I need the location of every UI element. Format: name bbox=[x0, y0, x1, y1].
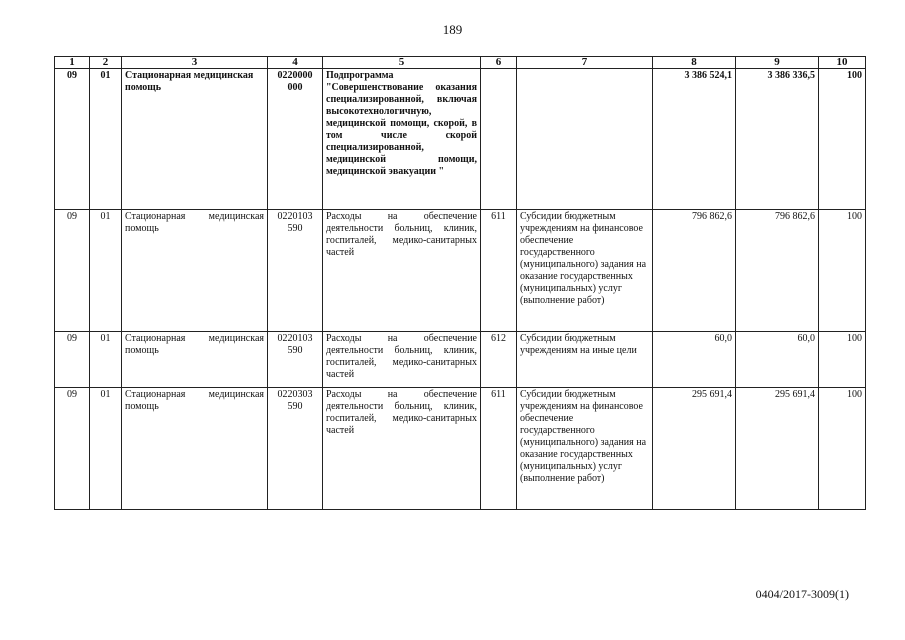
target-article-name: Расходы на обеспечение деятельности больниц, клиник, госпиталей, медико-санитарных частей bbox=[323, 388, 481, 510]
execution-percent: 100 bbox=[819, 388, 866, 510]
column-header: 6 bbox=[481, 57, 517, 69]
column-header: 5 bbox=[323, 57, 481, 69]
section-code: 09 bbox=[55, 388, 90, 510]
subsection-name: Стационарная медицинская помощь bbox=[122, 332, 268, 388]
expense-type-name: Субсидии бюджетным учреждениям на финансовое обеспечение государственного (муниципального) задания на оказание государственных (муниципальных) услуг (выполнение работ) bbox=[517, 210, 653, 332]
target-article-code: 0220000 000 bbox=[268, 69, 323, 210]
expense-type-name: Субсидии бюджетным учреждениям на иные цели bbox=[517, 332, 653, 388]
section-code: 09 bbox=[55, 332, 90, 388]
column-header: 4 bbox=[268, 57, 323, 69]
column-header: 7 bbox=[517, 57, 653, 69]
table-row-subprogram bbox=[55, 69, 866, 210]
section-code: 09 bbox=[55, 210, 90, 332]
expense-type-code: 612 bbox=[481, 332, 517, 388]
column-header: 2 bbox=[90, 57, 122, 69]
expense-type-name bbox=[517, 69, 653, 210]
expense-type-code: 611 bbox=[481, 388, 517, 510]
subsection-name: Стационарная медицинская помощь bbox=[122, 388, 268, 510]
target-article-name: Подпрограмма "Совершенствование оказания специализированной, включая высокотехнологичную, медицинской помощи, скорой, в том числе скорой специализированной, медицинской помощи, медицинской эвакуации " bbox=[323, 69, 481, 210]
page-number: 189 bbox=[442, 22, 463, 37]
subsection-code: 01 bbox=[90, 210, 122, 332]
amount-planned: 60,0 bbox=[653, 332, 736, 388]
table-row bbox=[55, 332, 866, 388]
subsection-name: Стационарная медицинская помощь bbox=[122, 69, 268, 210]
amount-planned: 3 386 524,1 bbox=[653, 69, 736, 210]
subsection-code: 01 bbox=[90, 69, 122, 210]
column-header: 8 bbox=[653, 57, 736, 69]
target-article-name: Расходы на обеспечение деятельности больниц, клиник, госпиталей, медико-санитарных частей bbox=[323, 210, 481, 332]
execution-percent: 100 bbox=[819, 69, 866, 210]
budget-table bbox=[54, 56, 866, 510]
column-header: 9 bbox=[736, 57, 819, 69]
table-row bbox=[55, 388, 866, 510]
amount-executed: 295 691,4 bbox=[736, 388, 819, 510]
target-article-name: Расходы на обеспечение деятельности больниц, клиник, госпиталей, медико-санитарных частей bbox=[323, 332, 481, 388]
amount-executed: 60,0 bbox=[736, 332, 819, 388]
expense-type-code: 611 bbox=[481, 210, 517, 332]
column-header: 3 bbox=[122, 57, 268, 69]
table-row bbox=[55, 210, 866, 332]
target-article-code: 0220103 590 bbox=[268, 332, 323, 388]
expense-type-name: Субсидии бюджетным учреждениям на финансовое обеспечение государственного (муниципального) задания на оказание государственных (муниципальных) услуг (выполнение работ) bbox=[517, 388, 653, 510]
amount-executed: 796 862,6 bbox=[736, 210, 819, 332]
amount-planned: 295 691,4 bbox=[653, 388, 736, 510]
execution-percent: 100 bbox=[819, 332, 866, 388]
amount-planned: 796 862,6 bbox=[653, 210, 736, 332]
section-code: 09 bbox=[55, 69, 90, 210]
subsection-code: 01 bbox=[90, 388, 122, 510]
column-header: 10 bbox=[819, 57, 866, 69]
target-article-code: 0220303 590 bbox=[268, 388, 323, 510]
subsection-code: 01 bbox=[90, 332, 122, 388]
amount-executed: 3 386 336,5 bbox=[736, 69, 819, 210]
table-header-row bbox=[55, 57, 866, 69]
execution-percent: 100 bbox=[819, 210, 866, 332]
target-article-code: 0220103 590 bbox=[268, 210, 323, 332]
expense-type-code bbox=[481, 69, 517, 210]
document-code: 0404/2017-3009(1) bbox=[755, 587, 849, 601]
subsection-name: Стационарная медицинская помощь bbox=[122, 210, 268, 332]
column-header: 1 bbox=[55, 57, 90, 69]
